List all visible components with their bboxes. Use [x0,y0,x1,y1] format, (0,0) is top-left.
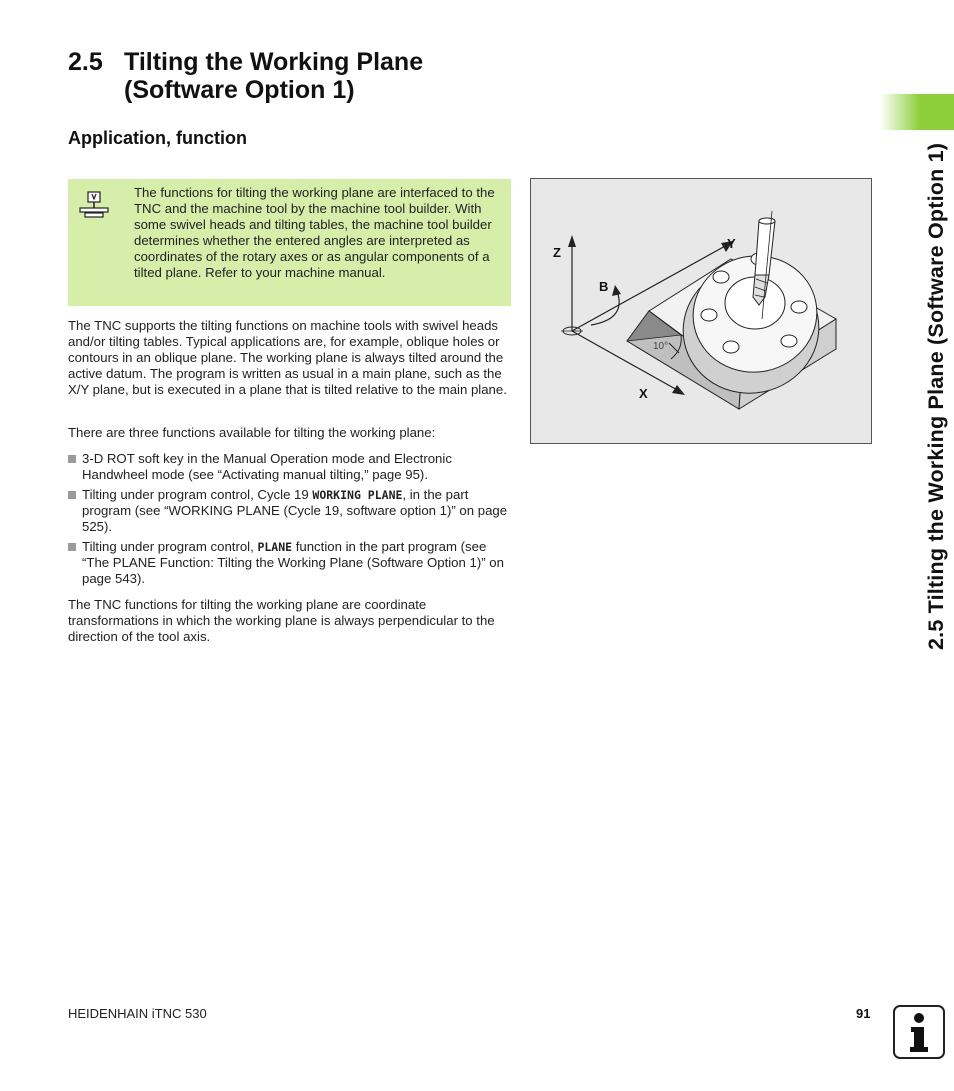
bullet-text-post: , in the part program (see “WORKING PLANE (Cycle 19, software option 1)” on page 525). [82,487,508,534]
bolt-hole [723,341,739,353]
side-running-title: 2.5 Tilting the Working Plane (Software Option 1) [924,142,948,650]
bolt-hole [791,301,807,313]
label-b: B [599,279,609,294]
bullet-text [68,487,513,535]
bullet-square [68,455,76,463]
bullet-item [68,539,513,587]
z-axis-arrow [568,235,576,247]
tilted-plane-figure [530,178,872,444]
bullet-text-pre: Tilting under program control, [82,539,258,554]
bullet-text-pre: Tilting under program control, Cycle 19 [82,487,313,502]
section-heading [68,48,423,104]
machine-tool-icon [78,189,112,219]
bullet-square [68,543,76,551]
label-angle: 10° [653,341,669,352]
x-axis-arrow [672,385,685,395]
section-title-line1: Tilting the Working Plane [124,48,424,76]
paragraph-transformations: The TNC functions for tilting the working plane are coordinate transformations in which the working plane is always perpendicular to the direction of the tool axis. [68,597,495,644]
paragraph-intro: The TNC supports the tilting functions on machine tools with swivel heads and/or tilting tables. Typical applications are, for example, oblique holes or contours in an oblique plane. The working plane is always tilted around the active datum. The program is written as usual in a main plane, such as the X/Y plane, but is executed in a plane that is tilted relative to the main plane. [68,318,507,397]
section-title-line2: (Software Option 1) [124,76,355,104]
bolt-hole [701,309,717,321]
footer-product: HEIDENHAIN iTNC 530 [68,1006,207,1021]
code-working-plane: WORKING PLANE [312,488,403,502]
bullet-text [68,539,513,587]
bolt-hole [713,271,729,283]
label-x: X [639,386,648,401]
paragraph-functions: There are three functions available for tilting the working plane: [68,425,436,440]
label-z: Z [553,245,561,260]
page-number: 91 [856,1006,871,1021]
bullet-item [68,451,513,483]
section-number: 2.5 [68,48,103,76]
bullet-item [68,487,513,535]
note-text: The functions for tilting the working plane are interfaced to the TNC and the machine tool by the machine tool builder. With some swivel heads and tilting tables, the machine tool builder determines whether the entered angles are interpreted as coordinates of the rotary axes or as angular components of a tilted plane. Refer to your machine manual. [134,185,495,280]
figure-drawing [531,179,871,443]
code-plane: PLANE [257,540,293,554]
bullet-square [68,491,76,499]
bullet-text: 3-D ROT soft key in the Manual Operation mode and Electronic Handwheel mode (see “Activating manual tilting,” page 95). [82,451,452,482]
b-rotation-arrow [591,291,619,325]
info-icon [893,1005,945,1059]
bullet-text-post: function in the part program (see “The PLANE Function: Tilting the Working Plane (Software Option 1)” on page 543). [82,539,504,586]
info-glyph [895,1007,943,1057]
bolt-hole [781,335,797,347]
chapter-tab [880,94,954,130]
subheading: Application, function [68,128,247,148]
label-y: Y [727,236,736,251]
note-box [68,179,511,306]
